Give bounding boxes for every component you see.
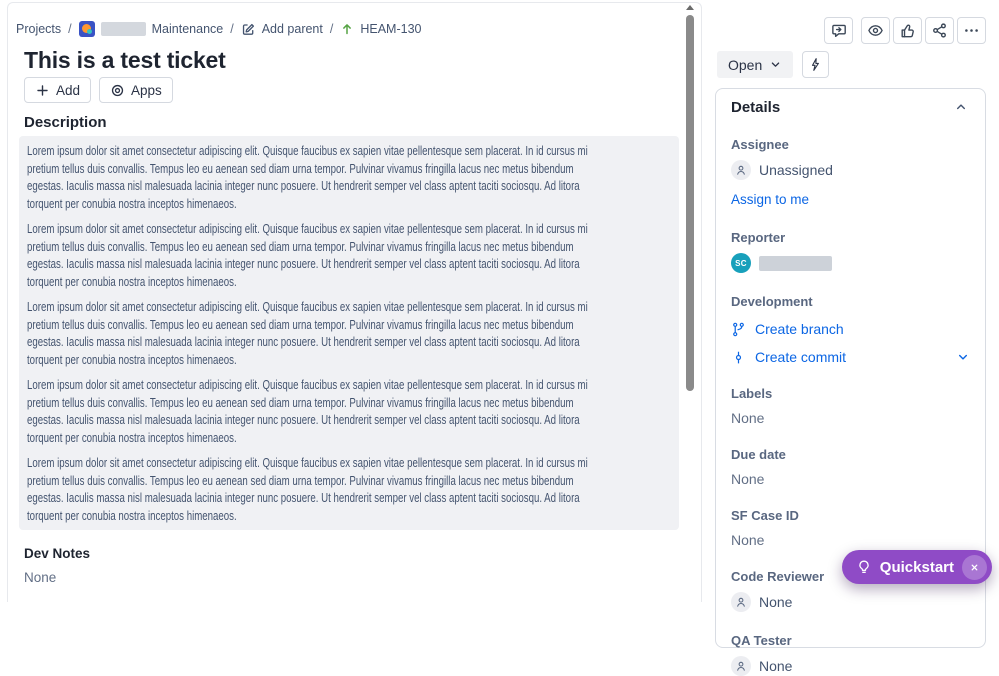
description-line: egestas. Iaculis massa nisl malesuada lacinia integer nunc posuere. Ut hendrerit semper vel class aptent taciti sociosqu. Ad litora — [27, 256, 580, 271]
description-line: torquent per conubia nostra inceptos himenaeos. — [27, 507, 237, 523]
description-line: torquent per conubia nostra inceptos himenaeos. — [27, 195, 237, 211]
more-ellipsis-icon — [963, 22, 980, 39]
description-line: torquent per conubia nostra inceptos himenaeos. — [27, 273, 237, 289]
chevron-down-icon[interactable] — [956, 350, 970, 364]
quickstart-close-button[interactable] — [962, 555, 987, 580]
automation-button[interactable] — [802, 51, 829, 78]
scrollbar-up-arrow[interactable] — [686, 5, 694, 10]
description-line: egestas. Iaculis massa nisl malesuada lacinia integer nunc posuere. Ut hendrerit semper vel class aptent taciti sociosqu. Ad litora — [27, 412, 580, 427]
share-icon — [931, 22, 948, 39]
assign-to-me-link[interactable]: Assign to me — [731, 192, 810, 207]
dev-notes-label: Dev Notes — [24, 546, 91, 561]
description-line: pretium tellus duis convallis. Tempus leo eu aenean sed diam urna tempor. Pulvinar vivamus fringilla lacus nec metus bibendum — [27, 160, 574, 176]
qa-tester-label: QA Tester — [731, 633, 792, 648]
git-commit-icon — [731, 350, 746, 365]
create-commit-link[interactable] — [731, 349, 970, 365]
main-scrollbar — [685, 2, 695, 594]
lightning-bolt-icon — [808, 57, 823, 72]
qa-tester-value: None — [759, 658, 793, 674]
create-branch-label: Create branch — [755, 321, 844, 337]
description-line: torquent per conubia nostra inceptos himenaeos. — [27, 351, 237, 367]
breadcrumb-issue-key-label: HEAM-130 — [360, 22, 422, 36]
description-body — [27, 142, 671, 524]
git-branch-icon — [731, 322, 746, 337]
details-collapse-button[interactable] — [952, 98, 970, 116]
sf-case-id-label: SF Case ID — [731, 508, 799, 523]
breadcrumb-project[interactable] — [79, 21, 224, 37]
sf-case-id-value[interactable]: None — [731, 532, 765, 548]
description-paragraph — [27, 454, 671, 524]
status-label: Open — [728, 56, 763, 73]
plus-icon — [35, 83, 50, 98]
code-reviewer-value: None — [759, 594, 793, 610]
description-line: pretium tellus duis convallis. Tempus leo eu aenean sed diam urna tempor. Pulvinar vivamus fringilla lacus nec metus bibendum — [27, 394, 574, 410]
dev-notes-value[interactable]: None — [24, 570, 57, 585]
avatar-reporter: SC — [731, 253, 751, 273]
description-line: egestas. Iaculis massa nisl malesuada lacinia integer nunc posuere. Ut hendrerit semper vel class aptent taciti sociosqu. Ad litora — [27, 490, 580, 505]
status-dropdown[interactable] — [717, 51, 793, 78]
breadcrumb-add-parent[interactable] — [241, 22, 323, 37]
redacted-project-name — [101, 22, 146, 36]
assignee-field[interactable] — [731, 160, 970, 180]
feedback-button[interactable] — [824, 17, 853, 44]
vote-button[interactable] — [893, 17, 922, 44]
create-branch-link[interactable] — [731, 321, 970, 337]
apps-icon — [110, 83, 125, 98]
breadcrumb-project-label: Maintenance — [151, 22, 224, 36]
issue-title[interactable]: This is a test ticket — [24, 47, 226, 73]
description-line: torquent per conubia nostra inceptos himenaeos. — [27, 429, 237, 445]
details-title: Details — [731, 98, 781, 116]
details-header — [731, 98, 970, 116]
create-commit-label: Create commit — [755, 349, 847, 365]
description-line: pretium tellus duis convallis. Tempus leo eu aenean sed diam urna tempor. Pulvinar vivamus fringilla lacus nec metus bibendum — [27, 238, 574, 254]
code-reviewer-label: Code Reviewer — [731, 569, 825, 584]
issue-toolbar — [24, 77, 687, 103]
assignee-label: Assignee — [731, 137, 789, 152]
breadcrumb-separator: / — [230, 22, 234, 36]
description-line: egestas. Iaculis massa nisl malesuada lacinia integer nunc posuere. Ut hendrerit semper vel class aptent taciti sociosqu. Ad litora — [27, 334, 580, 349]
chevron-down-icon — [769, 58, 782, 71]
reporter-label: Reporter — [731, 230, 786, 245]
description-line: Lorem ipsum dolor sit amet consectetur adipiscing elit. Quisque faucibus ex sapien vitae pellentesque sem placerat. In id cursus mi — [27, 221, 588, 236]
lightbulb-icon — [856, 559, 872, 575]
breadcrumb-issue-key[interactable] — [340, 22, 421, 36]
avatar-none — [731, 656, 751, 676]
qa-tester-field[interactable] — [731, 656, 970, 676]
description-paragraph — [27, 298, 671, 368]
breadcrumb — [16, 21, 687, 37]
description-field[interactable] — [19, 136, 679, 530]
breadcrumb-separator: / — [68, 22, 72, 36]
redacted-reporter-name — [759, 256, 832, 271]
reporter-field[interactable] — [731, 253, 970, 273]
description-line: Lorem ipsum dolor sit amet consectetur adipiscing elit. Quisque faucibus ex sapien vitae pellentesque sem placerat. In id cursus mi — [27, 455, 588, 470]
quickstart-label: Quickstart — [879, 558, 954, 576]
avatar-none — [731, 592, 751, 612]
add-button[interactable] — [24, 77, 91, 103]
description-line: pretium tellus duis convallis. Tempus leo eu aenean sed diam urna tempor. Pulvinar vivamus fringilla lacus nec metus bibendum — [27, 316, 574, 332]
more-button[interactable] — [957, 17, 986, 44]
watch-eye-icon — [867, 22, 884, 39]
due-date-label: Due date — [731, 447, 786, 462]
labels-value[interactable]: None — [731, 410, 765, 426]
breadcrumb-projects[interactable]: Projects — [16, 22, 62, 36]
share-button[interactable] — [925, 17, 954, 44]
quickstart-button[interactable] — [842, 550, 992, 584]
issue-actions — [824, 17, 986, 44]
project-logo — [79, 21, 95, 37]
add-button-label: Add — [56, 82, 81, 98]
development-label: Development — [731, 294, 813, 309]
description-line: Lorem ipsum dolor sit amet consectetur adipiscing elit. Quisque faucibus ex sapien vitae pellentesque sem placerat. In id cursus mi — [27, 299, 588, 314]
vote-thumbs-up-icon — [899, 22, 916, 39]
description-line: pretium tellus duis convallis. Tempus leo eu aenean sed diam urna tempor. Pulvinar vivamus fringilla lacus nec metus bibendum — [27, 472, 574, 488]
edit-square-icon — [241, 22, 256, 37]
feedback-icon — [830, 22, 847, 39]
watch-button[interactable] — [861, 17, 890, 44]
breadcrumb-separator: / — [329, 22, 334, 36]
apps-button-label: Apps — [131, 82, 162, 98]
status-row — [717, 51, 829, 78]
chevron-up-icon — [954, 100, 968, 114]
description-heading: Description — [24, 114, 107, 131]
description-line: egestas. Iaculis massa nisl malesuada lacinia integer nunc posuere. Ut hendrerit semper vel class aptent taciti sociosqu. Ad litora — [27, 178, 580, 193]
close-icon — [968, 561, 981, 574]
avatar-unassigned — [731, 160, 751, 180]
apps-button[interactable] — [99, 77, 173, 103]
scrollbar-thumb[interactable] — [686, 15, 694, 391]
assignee-value: Unassigned — [759, 162, 833, 178]
description-paragraph — [27, 220, 671, 290]
issue-panel — [7, 2, 702, 602]
labels-label: Labels — [731, 386, 773, 401]
code-reviewer-field[interactable] — [731, 592, 970, 612]
description-line: Lorem ipsum dolor sit amet consectetur adipiscing elit. Quisque faucibus ex sapien vitae pellentesque sem placerat. In id cursus mi — [27, 377, 588, 392]
breadcrumb-add-parent-label: Add parent — [261, 22, 323, 36]
arrow-up-icon — [340, 22, 354, 36]
description-paragraph — [27, 142, 671, 212]
description-paragraph — [27, 376, 671, 446]
due-date-value[interactable]: None — [731, 471, 765, 487]
description-line: Lorem ipsum dolor sit amet consectetur adipiscing elit. Quisque faucibus ex sapien vitae pellentesque sem placerat. In id cursus mi — [27, 143, 588, 158]
